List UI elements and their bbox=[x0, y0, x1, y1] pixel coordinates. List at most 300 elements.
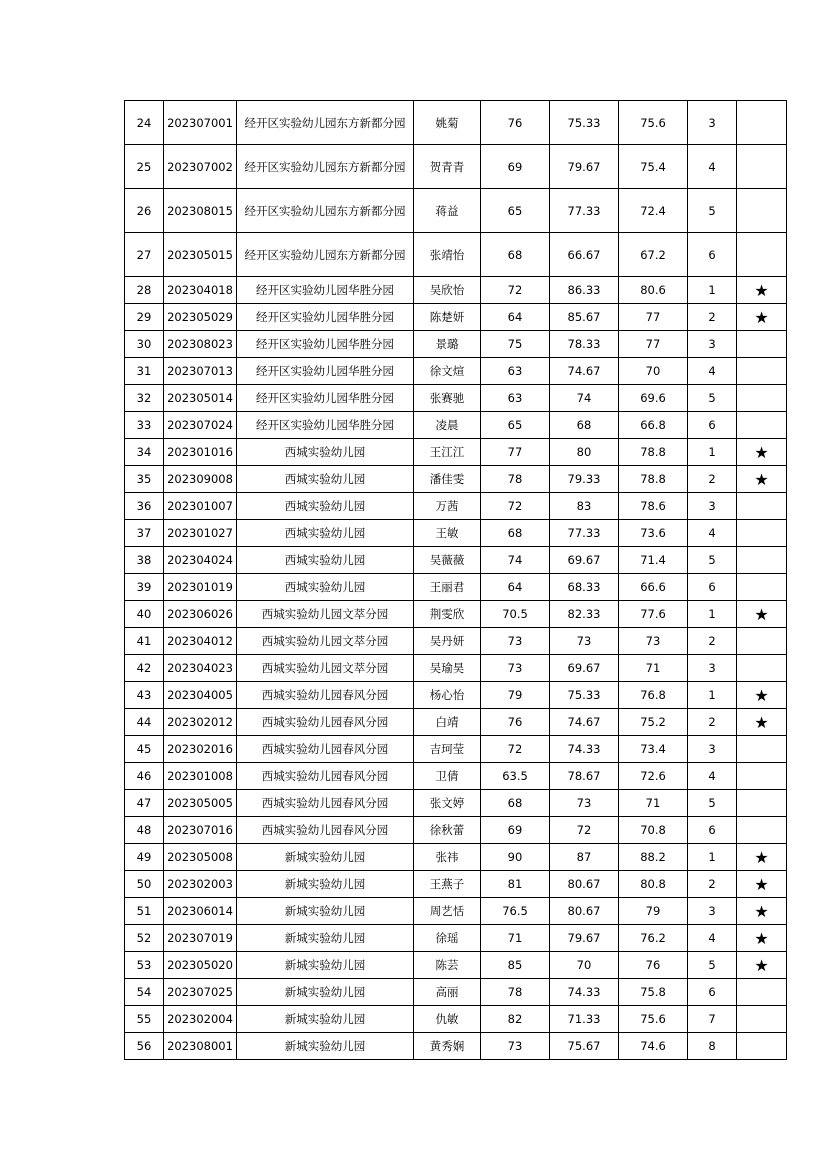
star-icon-cell bbox=[737, 763, 787, 790]
cell-rank: 6 bbox=[688, 574, 737, 601]
cell-number: 54 bbox=[125, 979, 164, 1006]
cell-rank: 6 bbox=[688, 979, 737, 1006]
star-icon-cell bbox=[737, 1033, 787, 1060]
cell-number: 56 bbox=[125, 1033, 164, 1060]
cell-score-1: 70.5 bbox=[481, 601, 550, 628]
cell-school: 经开区实验幼儿园华胜分园 bbox=[237, 412, 414, 439]
star-icon-cell: ★ bbox=[737, 439, 787, 466]
cell-name: 凌晨 bbox=[414, 412, 481, 439]
cell-name: 徐秋蕾 bbox=[414, 817, 481, 844]
cell-exam-id: 202301008 bbox=[164, 763, 237, 790]
cell-total: 67.2 bbox=[619, 233, 688, 277]
cell-rank: 2 bbox=[688, 304, 737, 331]
cell-score-2: 79.67 bbox=[550, 925, 619, 952]
cell-school: 新城实验幼儿园 bbox=[237, 871, 414, 898]
cell-total: 66.6 bbox=[619, 574, 688, 601]
cell-school: 西城实验幼儿园文萃分园 bbox=[237, 601, 414, 628]
cell-rank: 2 bbox=[688, 466, 737, 493]
table-row bbox=[125, 601, 787, 628]
star-icon-cell bbox=[737, 145, 787, 189]
star-icon-cell: ★ bbox=[737, 925, 787, 952]
cell-rank: 4 bbox=[688, 520, 737, 547]
table-row bbox=[125, 817, 787, 844]
cell-school: 经开区实验幼儿园华胜分园 bbox=[237, 331, 414, 358]
table-row bbox=[125, 385, 787, 412]
cell-rank: 4 bbox=[688, 763, 737, 790]
star-icon-cell: ★ bbox=[737, 466, 787, 493]
cell-number: 48 bbox=[125, 817, 164, 844]
cell-name: 吴薇薇 bbox=[414, 547, 481, 574]
cell-school: 西城实验幼儿园春风分园 bbox=[237, 709, 414, 736]
cell-name: 张赛驰 bbox=[414, 385, 481, 412]
cell-rank: 3 bbox=[688, 331, 737, 358]
cell-total: 71.4 bbox=[619, 547, 688, 574]
cell-score-2: 75.33 bbox=[550, 101, 619, 145]
cell-rank: 4 bbox=[688, 925, 737, 952]
cell-exam-id: 202304018 bbox=[164, 277, 237, 304]
cell-rank: 3 bbox=[688, 101, 737, 145]
cell-exam-id: 202306014 bbox=[164, 898, 237, 925]
cell-score-2: 77.33 bbox=[550, 520, 619, 547]
cell-score-1: 79 bbox=[481, 682, 550, 709]
cell-score-2: 70 bbox=[550, 952, 619, 979]
cell-score-2: 72 bbox=[550, 817, 619, 844]
cell-number: 27 bbox=[125, 233, 164, 277]
cell-rank: 4 bbox=[688, 145, 737, 189]
table-row bbox=[125, 358, 787, 385]
cell-name: 荆雯欣 bbox=[414, 601, 481, 628]
cell-name: 张文婷 bbox=[414, 790, 481, 817]
cell-number: 44 bbox=[125, 709, 164, 736]
cell-school: 西城实验幼儿园春风分园 bbox=[237, 817, 414, 844]
cell-score-2: 74.33 bbox=[550, 736, 619, 763]
cell-total: 75.2 bbox=[619, 709, 688, 736]
cell-school: 西城实验幼儿园春风分园 bbox=[237, 763, 414, 790]
table-row bbox=[125, 189, 787, 233]
table-row bbox=[125, 871, 787, 898]
cell-score-1: 72 bbox=[481, 493, 550, 520]
cell-score-1: 72 bbox=[481, 277, 550, 304]
cell-total: 70 bbox=[619, 358, 688, 385]
cell-exam-id: 202302012 bbox=[164, 709, 237, 736]
cell-total: 80.8 bbox=[619, 871, 688, 898]
cell-score-2: 77.33 bbox=[550, 189, 619, 233]
cell-rank: 1 bbox=[688, 439, 737, 466]
table-row bbox=[125, 790, 787, 817]
star-icon-cell bbox=[737, 331, 787, 358]
cell-name: 张祎 bbox=[414, 844, 481, 871]
cell-number: 42 bbox=[125, 655, 164, 682]
cell-score-2: 86.33 bbox=[550, 277, 619, 304]
table-row bbox=[125, 898, 787, 925]
table-row bbox=[125, 520, 787, 547]
cell-number: 49 bbox=[125, 844, 164, 871]
cell-name: 陈芸 bbox=[414, 952, 481, 979]
cell-score-1: 81 bbox=[481, 871, 550, 898]
cell-number: 47 bbox=[125, 790, 164, 817]
table-row bbox=[125, 952, 787, 979]
cell-score-1: 63 bbox=[481, 385, 550, 412]
cell-number: 28 bbox=[125, 277, 164, 304]
cell-total: 70.8 bbox=[619, 817, 688, 844]
results-table bbox=[124, 100, 787, 1060]
table-row bbox=[125, 925, 787, 952]
cell-total: 77.6 bbox=[619, 601, 688, 628]
star-icon-cell bbox=[737, 233, 787, 277]
cell-number: 53 bbox=[125, 952, 164, 979]
table-row bbox=[125, 655, 787, 682]
table-row bbox=[125, 145, 787, 189]
star-icon-cell bbox=[737, 547, 787, 574]
cell-score-2: 74.33 bbox=[550, 979, 619, 1006]
cell-total: 71 bbox=[619, 655, 688, 682]
cell-score-1: 75 bbox=[481, 331, 550, 358]
star-icon-cell: ★ bbox=[737, 601, 787, 628]
cell-total: 79 bbox=[619, 898, 688, 925]
cell-rank: 7 bbox=[688, 1006, 737, 1033]
cell-score-2: 69.67 bbox=[550, 655, 619, 682]
cell-school: 经开区实验幼儿园华胜分园 bbox=[237, 385, 414, 412]
cell-rank: 5 bbox=[688, 547, 737, 574]
table-row bbox=[125, 736, 787, 763]
cell-total: 75.6 bbox=[619, 101, 688, 145]
cell-score-1: 64 bbox=[481, 574, 550, 601]
cell-exam-id: 202305008 bbox=[164, 844, 237, 871]
star-icon-cell bbox=[737, 101, 787, 145]
cell-score-1: 63.5 bbox=[481, 763, 550, 790]
cell-rank: 3 bbox=[688, 736, 737, 763]
cell-rank: 5 bbox=[688, 790, 737, 817]
star-icon-cell bbox=[737, 574, 787, 601]
cell-exam-id: 202305014 bbox=[164, 385, 237, 412]
table-row bbox=[125, 277, 787, 304]
cell-name: 王丽君 bbox=[414, 574, 481, 601]
cell-name: 蒋益 bbox=[414, 189, 481, 233]
cell-school: 新城实验幼儿园 bbox=[237, 1033, 414, 1060]
star-icon-cell bbox=[737, 1006, 787, 1033]
cell-total: 75.4 bbox=[619, 145, 688, 189]
cell-rank: 6 bbox=[688, 817, 737, 844]
cell-exam-id: 202301007 bbox=[164, 493, 237, 520]
cell-name: 杨心怡 bbox=[414, 682, 481, 709]
cell-exam-id: 202302016 bbox=[164, 736, 237, 763]
cell-name: 周艺恬 bbox=[414, 898, 481, 925]
cell-rank: 2 bbox=[688, 628, 737, 655]
cell-score-2: 74.67 bbox=[550, 358, 619, 385]
cell-exam-id: 202302003 bbox=[164, 871, 237, 898]
cell-rank: 3 bbox=[688, 493, 737, 520]
cell-score-2: 73 bbox=[550, 790, 619, 817]
table-row bbox=[125, 682, 787, 709]
cell-school: 新城实验幼儿园 bbox=[237, 844, 414, 871]
cell-exam-id: 202308015 bbox=[164, 189, 237, 233]
cell-score-1: 76.5 bbox=[481, 898, 550, 925]
cell-score-1: 76 bbox=[481, 101, 550, 145]
cell-rank: 3 bbox=[688, 898, 737, 925]
cell-number: 25 bbox=[125, 145, 164, 189]
cell-name: 姚菊 bbox=[414, 101, 481, 145]
cell-score-2: 73 bbox=[550, 628, 619, 655]
table-row bbox=[125, 709, 787, 736]
star-icon-cell bbox=[737, 628, 787, 655]
table-row bbox=[125, 1006, 787, 1033]
star-icon-cell bbox=[737, 385, 787, 412]
table-body bbox=[125, 101, 787, 1060]
cell-total: 75.8 bbox=[619, 979, 688, 1006]
cell-rank: 5 bbox=[688, 189, 737, 233]
cell-school: 经开区实验幼儿园华胜分园 bbox=[237, 358, 414, 385]
cell-rank: 1 bbox=[688, 601, 737, 628]
cell-score-2: 79.67 bbox=[550, 145, 619, 189]
cell-name: 白靖 bbox=[414, 709, 481, 736]
cell-rank: 6 bbox=[688, 233, 737, 277]
cell-rank: 5 bbox=[688, 952, 737, 979]
cell-school: 新城实验幼儿园 bbox=[237, 952, 414, 979]
cell-score-2: 80 bbox=[550, 439, 619, 466]
cell-exam-id: 202304005 bbox=[164, 682, 237, 709]
cell-total: 78.8 bbox=[619, 439, 688, 466]
cell-score-1: 68 bbox=[481, 520, 550, 547]
table-row bbox=[125, 844, 787, 871]
cell-score-2: 78.67 bbox=[550, 763, 619, 790]
star-icon-cell bbox=[737, 493, 787, 520]
cell-score-1: 78 bbox=[481, 979, 550, 1006]
cell-exam-id: 202305029 bbox=[164, 304, 237, 331]
cell-rank: 1 bbox=[688, 844, 737, 871]
cell-number: 50 bbox=[125, 871, 164, 898]
cell-number: 31 bbox=[125, 358, 164, 385]
cell-exam-id: 202307013 bbox=[164, 358, 237, 385]
cell-name: 卫倩 bbox=[414, 763, 481, 790]
cell-exam-id: 202305020 bbox=[164, 952, 237, 979]
cell-school: 西城实验幼儿园 bbox=[237, 466, 414, 493]
cell-exam-id: 202304012 bbox=[164, 628, 237, 655]
cell-score-1: 68 bbox=[481, 233, 550, 277]
cell-exam-id: 202304024 bbox=[164, 547, 237, 574]
cell-score-2: 80.67 bbox=[550, 898, 619, 925]
star-icon-cell: ★ bbox=[737, 952, 787, 979]
cell-total: 88.2 bbox=[619, 844, 688, 871]
cell-name: 徐瑶 bbox=[414, 925, 481, 952]
cell-school: 西城实验幼儿园文萃分园 bbox=[237, 628, 414, 655]
cell-score-1: 65 bbox=[481, 412, 550, 439]
cell-total: 78.6 bbox=[619, 493, 688, 520]
cell-total: 76.2 bbox=[619, 925, 688, 952]
star-icon-cell: ★ bbox=[737, 277, 787, 304]
star-icon-cell: ★ bbox=[737, 682, 787, 709]
cell-number: 29 bbox=[125, 304, 164, 331]
cell-name: 王燕子 bbox=[414, 871, 481, 898]
cell-number: 52 bbox=[125, 925, 164, 952]
cell-score-2: 71.33 bbox=[550, 1006, 619, 1033]
cell-name: 吴欣怡 bbox=[414, 277, 481, 304]
table-row bbox=[125, 574, 787, 601]
table-row bbox=[125, 331, 787, 358]
cell-total: 66.8 bbox=[619, 412, 688, 439]
cell-exam-id: 202301027 bbox=[164, 520, 237, 547]
cell-score-1: 78 bbox=[481, 466, 550, 493]
cell-score-1: 69 bbox=[481, 817, 550, 844]
cell-school: 西城实验幼儿园春风分园 bbox=[237, 682, 414, 709]
star-icon-cell bbox=[737, 412, 787, 439]
cell-school: 经开区实验幼儿园华胜分园 bbox=[237, 304, 414, 331]
cell-total: 73 bbox=[619, 628, 688, 655]
table-row bbox=[125, 979, 787, 1006]
cell-number: 32 bbox=[125, 385, 164, 412]
cell-total: 72.6 bbox=[619, 763, 688, 790]
cell-rank: 8 bbox=[688, 1033, 737, 1060]
star-icon-cell: ★ bbox=[737, 898, 787, 925]
cell-exam-id: 202307019 bbox=[164, 925, 237, 952]
star-icon-cell bbox=[737, 655, 787, 682]
cell-name: 陈楚妍 bbox=[414, 304, 481, 331]
cell-total: 69.6 bbox=[619, 385, 688, 412]
cell-score-1: 65 bbox=[481, 189, 550, 233]
cell-score-2: 80.67 bbox=[550, 871, 619, 898]
table-row bbox=[125, 466, 787, 493]
cell-score-1: 90 bbox=[481, 844, 550, 871]
table-row bbox=[125, 763, 787, 790]
star-icon-cell bbox=[737, 790, 787, 817]
cell-score-2: 75.33 bbox=[550, 682, 619, 709]
cell-score-2: 74.67 bbox=[550, 709, 619, 736]
cell-exam-id: 202305015 bbox=[164, 233, 237, 277]
table-row bbox=[125, 412, 787, 439]
star-icon-cell bbox=[737, 358, 787, 385]
cell-name: 王敏 bbox=[414, 520, 481, 547]
table-row bbox=[125, 628, 787, 655]
star-icon-cell bbox=[737, 817, 787, 844]
cell-number: 30 bbox=[125, 331, 164, 358]
cell-number: 35 bbox=[125, 466, 164, 493]
cell-exam-id: 202307002 bbox=[164, 145, 237, 189]
cell-rank: 4 bbox=[688, 358, 737, 385]
cell-name: 王江江 bbox=[414, 439, 481, 466]
cell-name: 吉珂莹 bbox=[414, 736, 481, 763]
cell-number: 43 bbox=[125, 682, 164, 709]
cell-score-1: 69 bbox=[481, 145, 550, 189]
cell-school: 经开区实验幼儿园华胜分园 bbox=[237, 277, 414, 304]
cell-score-2: 74 bbox=[550, 385, 619, 412]
cell-school: 经开区实验幼儿园东方新都分园 bbox=[237, 101, 414, 145]
cell-number: 45 bbox=[125, 736, 164, 763]
cell-school: 新城实验幼儿园 bbox=[237, 925, 414, 952]
cell-score-2: 82.33 bbox=[550, 601, 619, 628]
cell-score-2: 68 bbox=[550, 412, 619, 439]
cell-exam-id: 202302004 bbox=[164, 1006, 237, 1033]
cell-name: 贺青青 bbox=[414, 145, 481, 189]
cell-name: 万茜 bbox=[414, 493, 481, 520]
cell-exam-id: 202308001 bbox=[164, 1033, 237, 1060]
cell-score-2: 87 bbox=[550, 844, 619, 871]
cell-total: 75.6 bbox=[619, 1006, 688, 1033]
cell-school: 西城实验幼儿园 bbox=[237, 547, 414, 574]
cell-number: 51 bbox=[125, 898, 164, 925]
cell-total: 80.6 bbox=[619, 277, 688, 304]
cell-school: 西城实验幼儿园文萃分园 bbox=[237, 655, 414, 682]
cell-number: 36 bbox=[125, 493, 164, 520]
cell-name: 吴瑜昊 bbox=[414, 655, 481, 682]
cell-score-2: 66.67 bbox=[550, 233, 619, 277]
cell-total: 72.4 bbox=[619, 189, 688, 233]
table-row bbox=[125, 1033, 787, 1060]
cell-school: 西城实验幼儿园 bbox=[237, 493, 414, 520]
star-icon-cell bbox=[737, 979, 787, 1006]
cell-total: 78.8 bbox=[619, 466, 688, 493]
cell-score-1: 73 bbox=[481, 628, 550, 655]
cell-number: 34 bbox=[125, 439, 164, 466]
cell-score-1: 82 bbox=[481, 1006, 550, 1033]
cell-number: 39 bbox=[125, 574, 164, 601]
cell-number: 38 bbox=[125, 547, 164, 574]
star-icon-cell: ★ bbox=[737, 871, 787, 898]
cell-score-2: 79.33 bbox=[550, 466, 619, 493]
cell-school: 西城实验幼儿园 bbox=[237, 520, 414, 547]
star-icon-cell: ★ bbox=[737, 709, 787, 736]
star-icon-cell bbox=[737, 189, 787, 233]
cell-number: 41 bbox=[125, 628, 164, 655]
cell-school: 西城实验幼儿园春风分园 bbox=[237, 736, 414, 763]
cell-number: 55 bbox=[125, 1006, 164, 1033]
cell-exam-id: 202309008 bbox=[164, 466, 237, 493]
cell-total: 71 bbox=[619, 790, 688, 817]
cell-score-1: 71 bbox=[481, 925, 550, 952]
cell-school: 西城实验幼儿园 bbox=[237, 574, 414, 601]
cell-school: 经开区实验幼儿园东方新都分园 bbox=[237, 145, 414, 189]
cell-score-1: 77 bbox=[481, 439, 550, 466]
cell-school: 新城实验幼儿园 bbox=[237, 979, 414, 1006]
cell-school: 新城实验幼儿园 bbox=[237, 898, 414, 925]
cell-name: 吴丹妍 bbox=[414, 628, 481, 655]
cell-rank: 1 bbox=[688, 682, 737, 709]
cell-number: 33 bbox=[125, 412, 164, 439]
cell-score-1: 68 bbox=[481, 790, 550, 817]
cell-number: 24 bbox=[125, 101, 164, 145]
cell-score-2: 69.67 bbox=[550, 547, 619, 574]
cell-school: 经开区实验幼儿园东方新都分园 bbox=[237, 189, 414, 233]
cell-number: 37 bbox=[125, 520, 164, 547]
cell-exam-id: 202307016 bbox=[164, 817, 237, 844]
cell-number: 46 bbox=[125, 763, 164, 790]
cell-score-1: 73 bbox=[481, 655, 550, 682]
cell-score-2: 75.67 bbox=[550, 1033, 619, 1060]
star-icon-cell bbox=[737, 736, 787, 763]
star-icon-cell bbox=[737, 520, 787, 547]
cell-school: 新城实验幼儿园 bbox=[237, 1006, 414, 1033]
cell-rank: 2 bbox=[688, 871, 737, 898]
cell-total: 76 bbox=[619, 952, 688, 979]
star-icon-cell: ★ bbox=[737, 844, 787, 871]
cell-name: 徐文煊 bbox=[414, 358, 481, 385]
cell-school: 西城实验幼儿园 bbox=[237, 439, 414, 466]
cell-school: 经开区实验幼儿园东方新都分园 bbox=[237, 233, 414, 277]
cell-total: 73.4 bbox=[619, 736, 688, 763]
cell-exam-id: 202304023 bbox=[164, 655, 237, 682]
cell-score-2: 83 bbox=[550, 493, 619, 520]
cell-number: 40 bbox=[125, 601, 164, 628]
table-row bbox=[125, 493, 787, 520]
cell-exam-id: 202301019 bbox=[164, 574, 237, 601]
cell-name: 张靖怡 bbox=[414, 233, 481, 277]
star-icon-cell: ★ bbox=[737, 304, 787, 331]
cell-score-1: 72 bbox=[481, 736, 550, 763]
cell-score-2: 78.33 bbox=[550, 331, 619, 358]
cell-exam-id: 202306026 bbox=[164, 601, 237, 628]
cell-exam-id: 202301016 bbox=[164, 439, 237, 466]
cell-number: 26 bbox=[125, 189, 164, 233]
cell-score-1: 76 bbox=[481, 709, 550, 736]
cell-score-1: 63 bbox=[481, 358, 550, 385]
